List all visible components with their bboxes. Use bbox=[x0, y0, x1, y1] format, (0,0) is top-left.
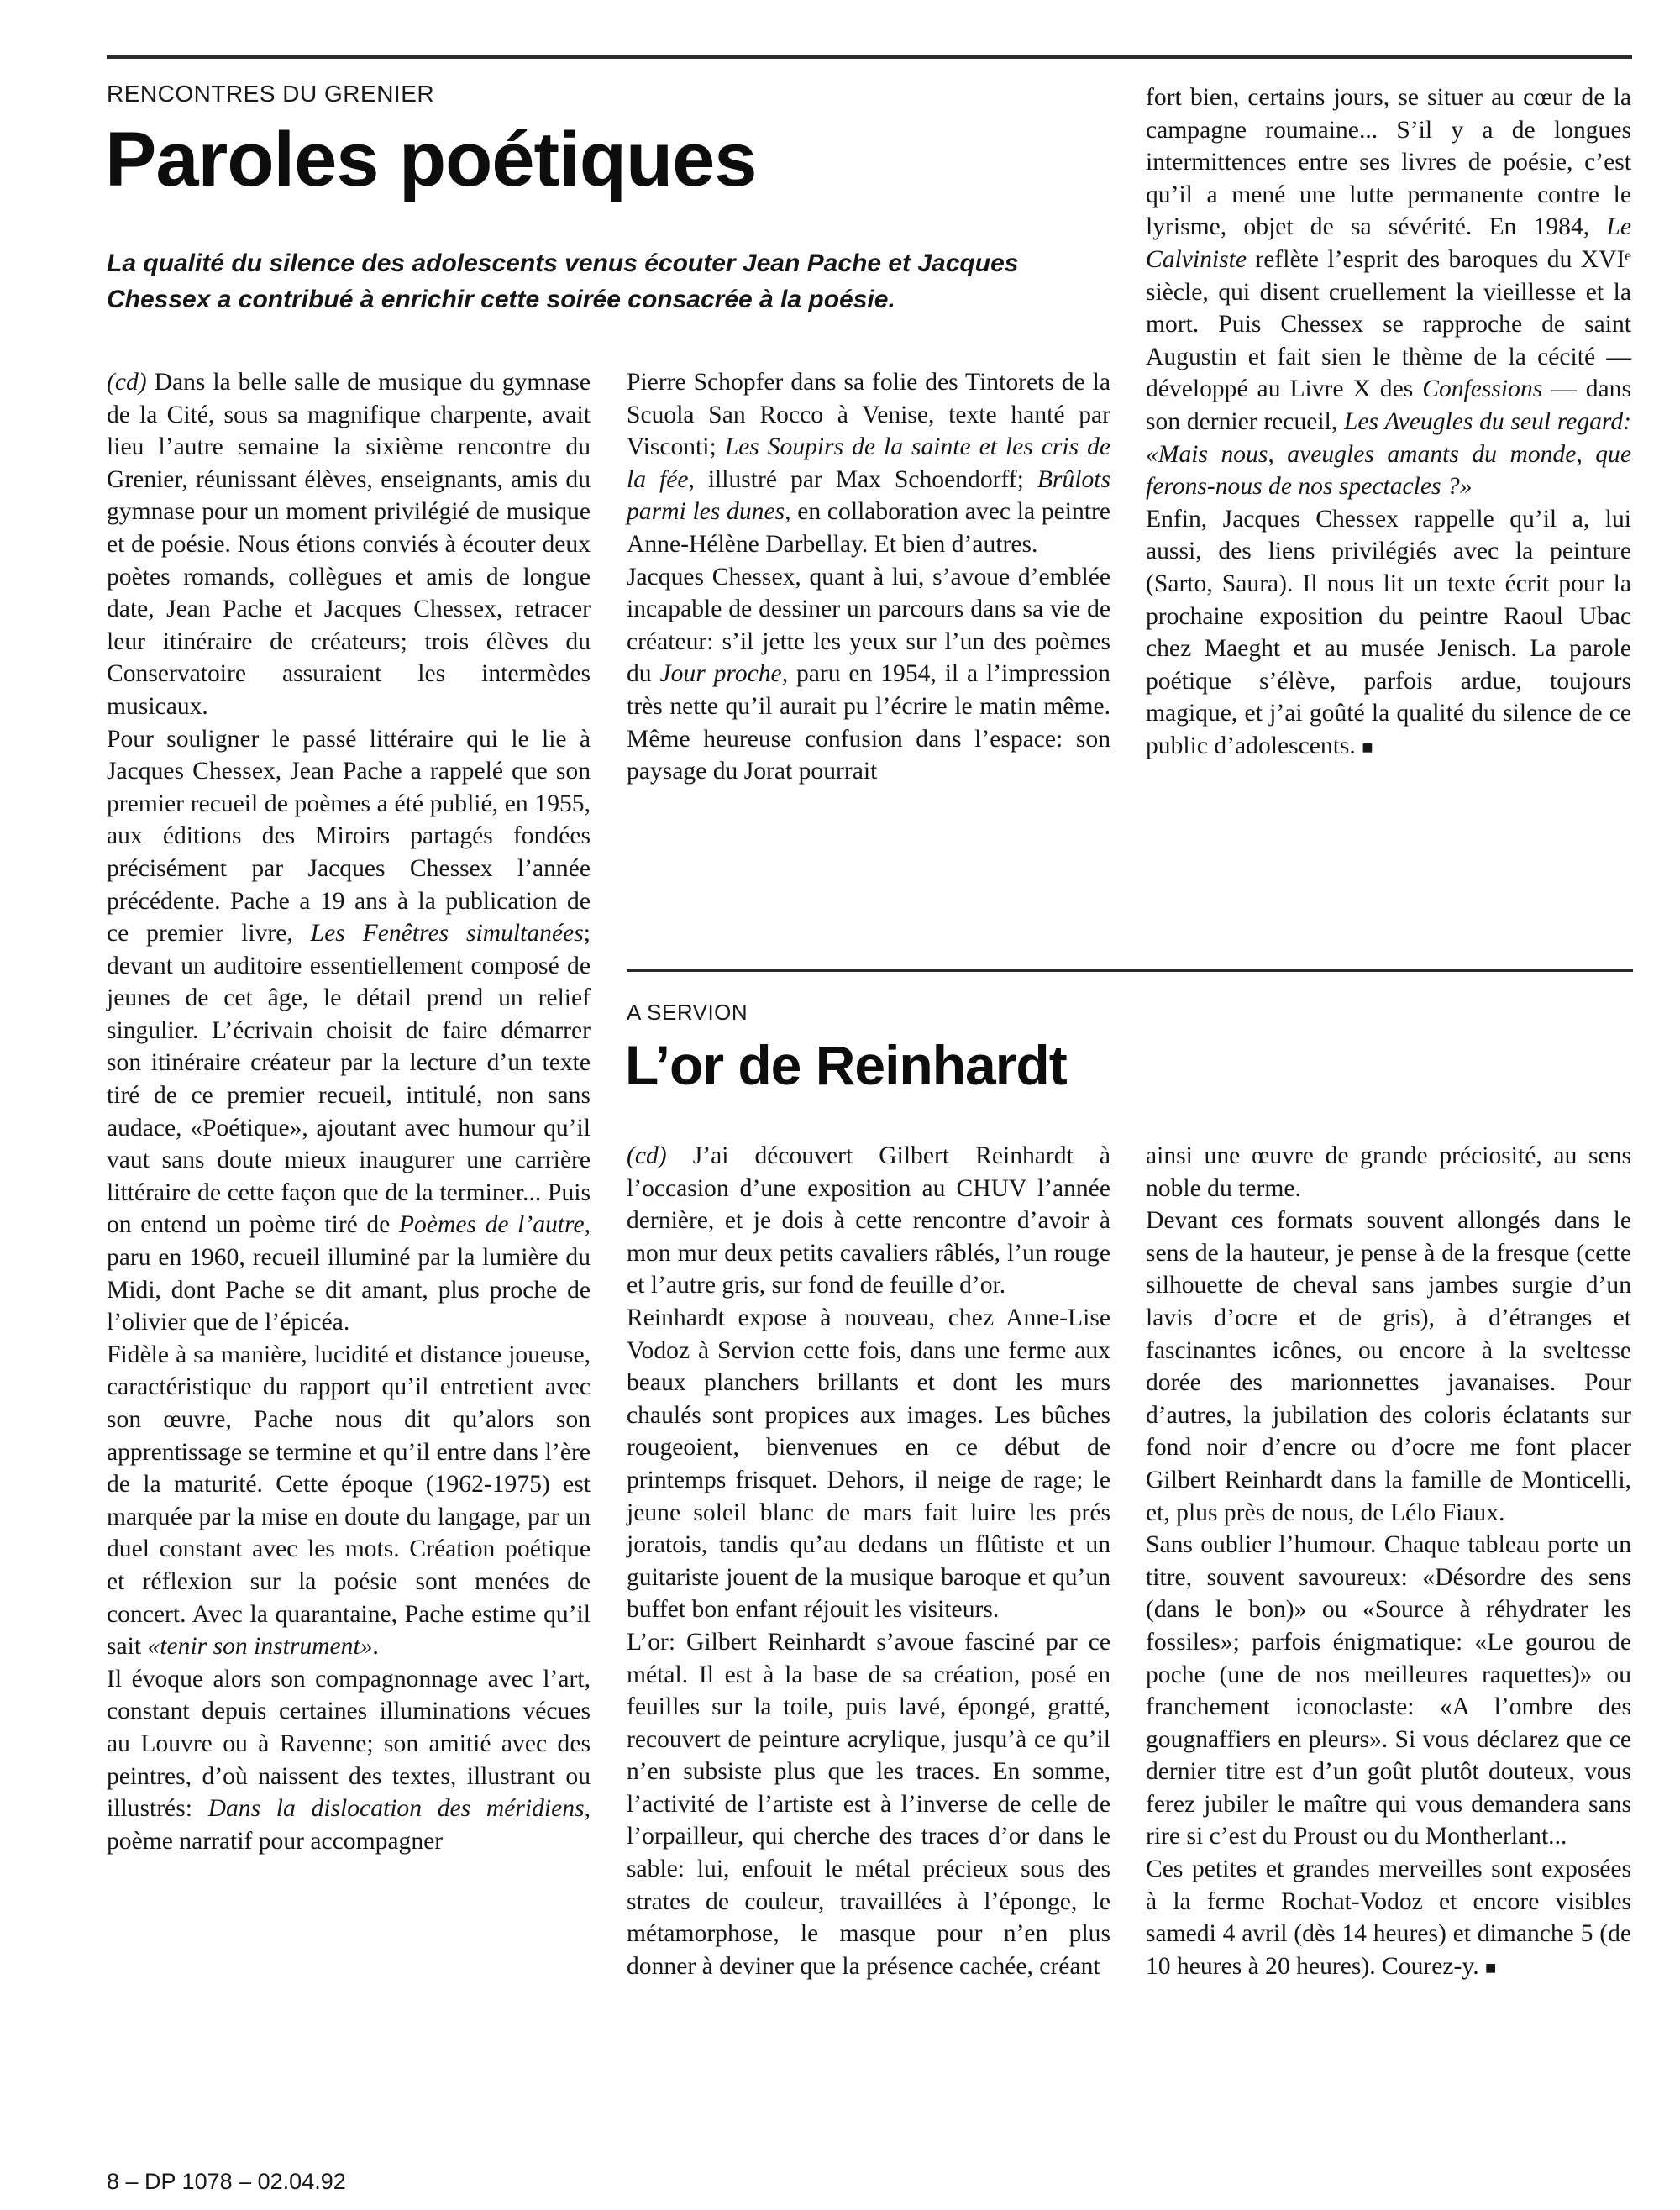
top-rule bbox=[107, 55, 1632, 59]
text: fort bien, certains jours, se situer au cœur de la campagne roumaine... S’il y a de longues intermittences entre ses livres de poésie, c’est qu’il a mené une lutte permanente contre le lyrisme, objet de sa sévérité. En 1984, bbox=[1146, 84, 1631, 241]
text: , paru en 1960, recueil illuminé par la lumière du Midi, dont Pache se dit amant, plus proche de l’olivier que de l’épicéa. bbox=[107, 1211, 591, 1336]
article1-title: Paroles poétiques bbox=[105, 117, 757, 202]
text: Jacques Chessex, quant à lui, s’avoue d’emblée incapable de dessiner un parcours dans sa vie de créateur: s’il jette les yeux sur l’un des poèmes du bbox=[627, 563, 1110, 688]
text: Enfin, Jacques Chessex rappelle qu’il a, lui aussi, des liens privilégiés avec la peinture (Sarto, Saura). Il nous lit un texte écrit pour la prochaine exposition du peintre Raoul Ubac chez Maeght et au musée Jenisch. La parole poétique s’élève, parfois ardue, toujours magique, et j’ai goûté la qualité du silence de ce public d’adolescents. bbox=[1146, 505, 1631, 759]
article2-title: L’or de Reinhardt bbox=[625, 1034, 1067, 1096]
text: , illustré par Max Schoendorff; bbox=[688, 465, 1037, 493]
paragraph bbox=[627, 1302, 1110, 1626]
italic-text: Poèmes de l’autre bbox=[398, 1211, 585, 1239]
paragraph bbox=[1146, 1529, 1631, 1853]
italic-text: Dans la dislocation des méridiens bbox=[207, 1795, 585, 1823]
text: L’or: Gilbert Reinhardt s’avoue fasciné par ce métal. Il est à la base de sa création, posé en feuilles sur la toile, puis lavé, épongé, gratté, recouvert de peinture acrylique, jusqu’à ce qu’il n’en subsiste plus que les traces. En somme, l’activité de l’artiste est à l’inverse de celle de l’orpailleur, qui cherche des traces d’or dans le sable: lui, enfouit le métal précieux sous des strates de couleur, travaillées à l’éponge, le métamorphose, le masque pour n’en plus donner à deviner que la présence cachée, créant bbox=[627, 1628, 1110, 1980]
paragraph bbox=[107, 723, 591, 1339]
article1-column-2 bbox=[627, 366, 1110, 788]
text: Dans la belle salle de musique du gymnase de la Cité, sous sa magnifique charpente, avait lieu l’autre semaine la sixième rencontre du Grenier, réunissant élèves, enseignants, amis du gymnase pour un moment privilégié de musique et de poésie. Nous étions conviés à écouter deux poètes romands, collègues et amis de longue date, Jean Pache et Jacques Chessex, retracer leur itinéraire de créateurs; trois élèves du Conservatoire assuraient les intermèdes musicaux. bbox=[107, 369, 591, 720]
end-mark: ■ bbox=[1362, 736, 1373, 758]
text: Sans oublier l’humour. Chaque tableau porte un titre, souvent savoureux: «Désordre des sens (dans le bon)» ou «Source à réhydrater les fossiles»; parfois énigmatique: «Le gourou de poche (une de nos meilleures raquettes)» ou franchement iconoclaste: «A l’ombre des gougnaffiers en pleurs». Si vous déclarez que ce dernier titre est d’un goût plutôt douteux, vous ferez jubiler le maître qui vous demandera sans rire si c’est du Proust ou du Montherlant... bbox=[1146, 1531, 1631, 1850]
italic-text: Confessions bbox=[1422, 375, 1543, 403]
paragraph bbox=[627, 1626, 1110, 1983]
text: reflète l’esprit des baroques du XVIᵉ siècle, qui disent cruellement la vieillesse et la mort. Puis Chessex se rapproche de saint Augustin et fait sien le thème de la cécité — développé au Livre X des bbox=[1146, 245, 1631, 403]
article1-column-1 bbox=[107, 366, 591, 1857]
text: Il évoque alors son compagnonnage avec l’art, constant depuis certaines illuminations vécues au Louvre ou à Ravenne; son amitié avec des peintres, d’où naissent des textes, illustrant ou illustrés: bbox=[107, 1665, 591, 1823]
text: Devant ces formats souvent allongés dans le sens de la hauteur, je pense à de la fresque (cette silhouette de cheval sans jambes surgie d’un lavis d’ocre et de gris), à d’étranges et fascinantes icônes, ou encore à la sveltesse dorée des marionnettes javanaises. Pour d’autres, la jubilation des coloris éclatants sur fond noir d’encre ou d’ocre me font placer Gilbert Reinhardt dans la famille de Monticelli, et, plus près de nous, de Lélo Fiaux. bbox=[1146, 1207, 1631, 1526]
page-footer: 8 – DP 1078 – 02.04.92 bbox=[107, 2169, 346, 2194]
paragraph bbox=[1146, 81, 1631, 503]
italic-text: Le Calviniste bbox=[1146, 213, 1631, 273]
text: Ces petites et grandes merveilles sont exposées à la ferme Rochat-Vodoz et encore visibles samedi 4 avril (dès 14 heures) et dimanche 5 (de 10 heures à 20 heures). Courez-y. bbox=[1146, 1856, 1631, 1980]
text: Pour souligner le passé littéraire qui le lie à Jacques Chessex, Jean Pache a rappelé que son premier recueil de poèmes a été publié, en 1955, aux éditions des Miroirs partagés fondées précisément par Jacques Chessex l’année précédente. Pache a 19 ans à la publication de ce premier livre, bbox=[107, 725, 591, 948]
paragraph bbox=[627, 366, 1110, 561]
text: ainsi une œuvre de grande préciosité, au sens noble du terme. bbox=[1146, 1142, 1631, 1202]
text: — dans son dernier recueil, bbox=[1146, 375, 1632, 435]
italic-text: Brûlots parmi les dunes bbox=[627, 465, 1110, 526]
article1-lead: La qualité du silence des adolescents venus écouter Jean Pache et Jacques Chessex a contribué à enrichir cette soirée consacrée à la poésie. bbox=[107, 249, 1019, 313]
article1-kicker: RENCONTRES DU GRENIER bbox=[107, 81, 435, 107]
text: J’ai découvert Gilbert Reinhardt à l’occasion d’une exposition au CHUV l’année dernière, et je dois à cette rencontre d’avoir à mon mur deux petits cavaliers râblés, l’un rouge et l’autre gris, sur fond de feuille d’or. bbox=[627, 1142, 1110, 1299]
paragraph bbox=[1146, 1853, 1631, 1984]
italic-text: Jour proche bbox=[659, 660, 782, 688]
paragraph bbox=[107, 366, 591, 723]
section-rule bbox=[627, 969, 1633, 972]
paragraph bbox=[107, 1339, 591, 1663]
paragraph bbox=[1146, 1205, 1631, 1529]
end-mark: ■ bbox=[1485, 1956, 1497, 1978]
article1-column-3 bbox=[1146, 81, 1631, 764]
italic-text: Les Fenêtres simultanées bbox=[310, 920, 584, 948]
text: Fidèle à sa manière, lucidité et distance joueuse, caractéristique du rapport qu’il entretient avec son œuvre, Pache nous dit qu’alors son apprentissage se termine et qu’il entre dans l’ère de la maturité. Cette époque (1962-1975) est marquée par la mise en doute du langage, par un duel constant avec les mots. Création poétique et réflexion sur la poésie sont menées de concert. Avec la quarantaine, Pache estime qu’il sait bbox=[107, 1341, 591, 1661]
text: Pierre Schopfer dans sa folie des Tintorets de la Scuola San Rocco à Venise, texte hanté par Visconti; bbox=[627, 369, 1110, 461]
paragraph bbox=[1146, 1140, 1631, 1205]
italic-text: (cd) bbox=[627, 1142, 667, 1169]
article2-column-1 bbox=[627, 1140, 1110, 1982]
text: Reinhardt expose à nouveau, chez Anne-Lise Vodoz à Servion cette fois, dans une ferme aux beaux planchers brillants et dont les murs chaulés sont propices aux images. Les bûches rougeoient, bienvenues en ce début de printemps frisquet. Dehors, il neige de rage; le jeune soleil blanc de mars fait luire les prés joratois, tandis qu’au dedans un flûtiste et un guitariste jouent de la musique baroque et qu’un buffet bon enfant réjouit les visiteurs. bbox=[627, 1304, 1110, 1624]
article2-column-2 bbox=[1146, 1140, 1631, 1984]
text: , poème narratif pour accompagner bbox=[107, 1795, 591, 1855]
text: . bbox=[372, 1633, 379, 1661]
paragraph bbox=[627, 1140, 1110, 1302]
italic-text: Les Soupirs de la sainte et les cris de la fée bbox=[627, 433, 1110, 493]
paragraph bbox=[107, 1663, 591, 1858]
paragraph bbox=[1146, 503, 1631, 764]
text: , en collaboration avec la peintre Anne-Hélène Darbellay. Et bien d’autres. bbox=[627, 498, 1110, 558]
italic-text: (cd) bbox=[107, 369, 147, 396]
text: ; devant un auditoire essentiellement composé de jeunes de cet âge, le détail prend un relief singulier. L’écrivain choisit de faire démarrer son itinéraire créateur par la lecture d’un texte tiré de ce premier recueil, intitulé, non sans audace, «Poétique», ajoutant avec humour qu’il vaut sans doute mieux inaugurer une carrière littéraire de cette façon que de la terminer... Puis on entend un poème tiré de bbox=[107, 920, 591, 1239]
paragraph bbox=[627, 561, 1110, 788]
text: , paru en 1954, il a l’impression très nette qu’il aurait pu l’écrire le matin même. Même heureuse confusion dans l’espace: son paysage du Jorat pourrait bbox=[627, 660, 1110, 785]
italic-text: Les Aveugles du seul regard: «Mais nous, aveugles amants du monde, que ferons-nous de nos spectacles ?» bbox=[1146, 407, 1631, 501]
italic-text: «tenir son instrument» bbox=[147, 1633, 373, 1661]
article2-kicker: A SERVION bbox=[627, 1000, 748, 1025]
